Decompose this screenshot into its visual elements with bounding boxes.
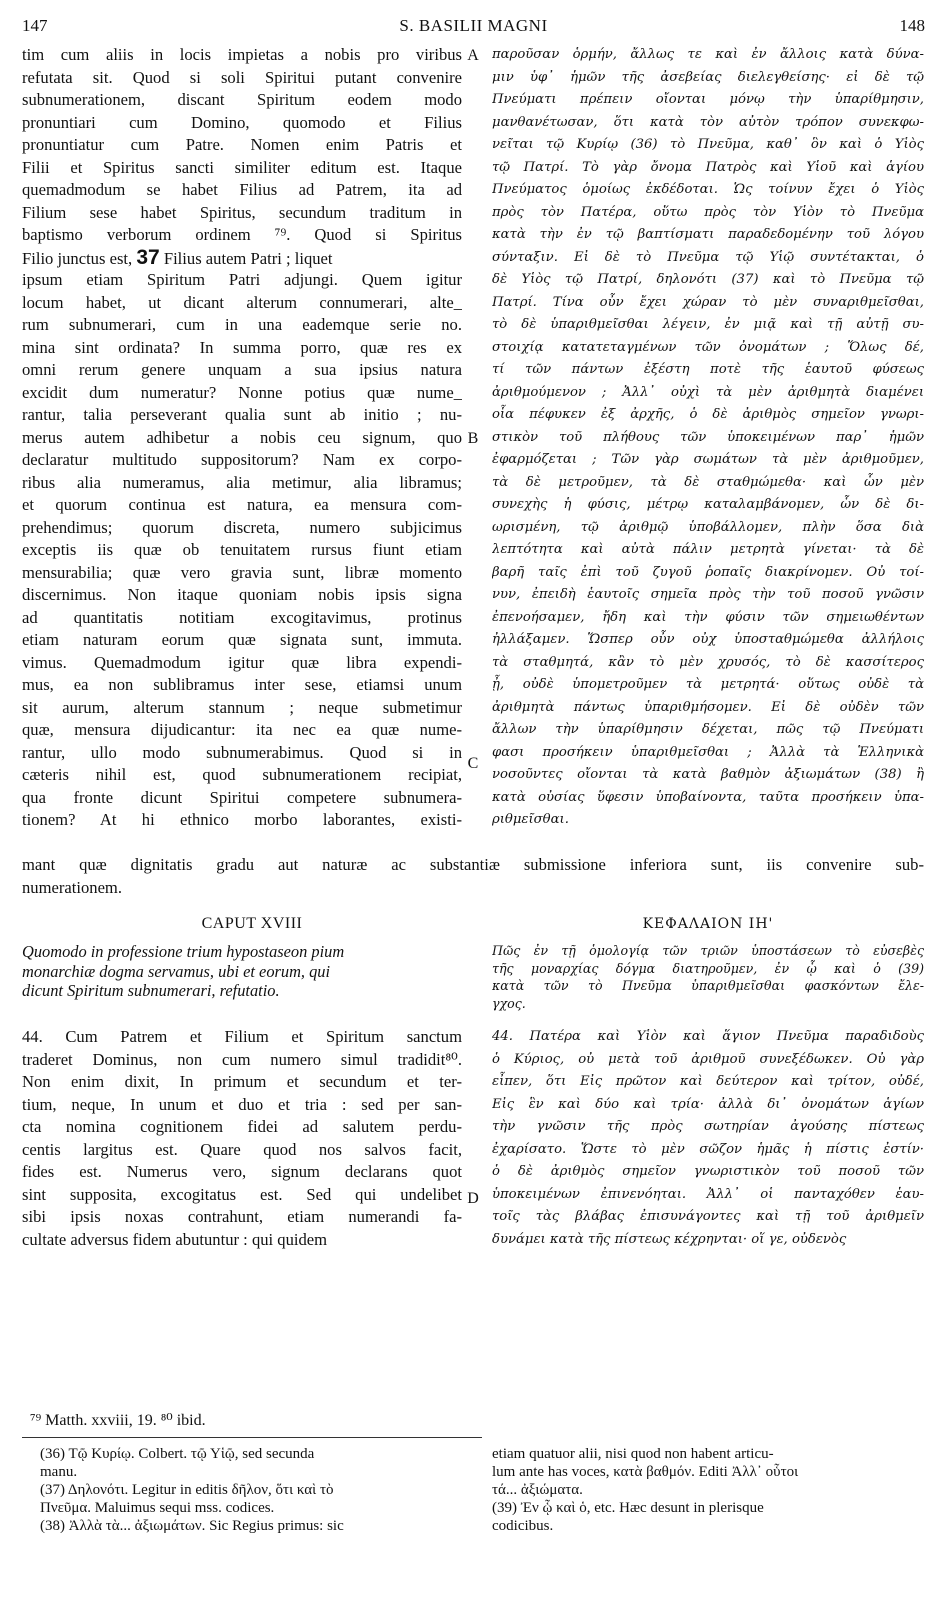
chapter-summary-latin	[22, 942, 482, 1001]
note-line: (36) Τῷ Κυρίῳ. Colbert. τῷ Υἱῷ, sed secunda	[40, 1446, 315, 1462]
text-line: οἷα πέφυκεν ἐξ ἀρχῆς, ὁ δὲ ἀριθμὸς σημεῖον γνωρι-	[492, 407, 924, 422]
text-line: ὑποκειμένων ἐπινενόηται. Ἀλλ᾽ οἱ πανταχόθεν ἑαυ-	[492, 1186, 924, 1202]
column-number: 37	[136, 246, 160, 269]
text-line: νοσοῦντες οἴονται τὰ κατὰ βαθμὸν ἀξιωμάτων (38) ἢ	[492, 767, 924, 782]
text-line: στικὸν τοῦ πλήθους τῶν ὑποκειμένων παρ᾽ ἡμῶν	[492, 429, 924, 445]
summary-line: γχος.	[492, 995, 526, 1011]
text-line: prehendimus; quorum discreta, numero subjicimus	[22, 517, 462, 537]
scripture-footnotes: ⁷⁹ Matth. xxviii, 19. ⁸⁰ ibid.	[30, 1412, 206, 1429]
critical-notes-left	[40, 1445, 480, 1535]
text-line: ωρισμένη, τῷ ἀριθμῷ ὑποβάλλομεν, πλὴν ὅσα διὰ	[492, 519, 924, 535]
text-line: pronuntiari cum Domino, quomodo et Filius	[22, 112, 462, 132]
text-line: traderet Dominus, non cum numero simul tradidit⁸⁰.	[22, 1049, 462, 1069]
text-line: Πνεύματι πρέπειν οἴονται μόνῳ τὴν ὑπαρίθμησιν,	[492, 92, 924, 107]
text-line: Πατρί. Τίνα οὖν ἔχει χώραν τὸ μὲν συναριθμεῖσθαι,	[492, 294, 924, 310]
text-line: τὴν γνῶσιν τῆς πρὸς σωτηρίαν ἀγούσης πίστεως	[492, 1119, 924, 1134]
section-marker-a: A	[467, 47, 479, 64]
text-line: centis largitus est. Quare quod nos salvos facit,	[22, 1139, 462, 1159]
section-marker-c: C	[467, 755, 479, 772]
text-line: ἐπενοήσαμεν, ἤδη καὶ τὴν φύσιν τῶν σημειωθέντων	[492, 609, 924, 625]
caput-heading-latin: CAPUT XVIII	[201, 915, 303, 932]
text-line: πρὸς τὸν Πατέρα, οὕτω πρὸς τὸν Υἱὸν τὸ Πνεῦμα	[492, 204, 924, 220]
text-line: mensurabilia; quæ vero gravia sunt, libræ momento	[22, 562, 462, 582]
text-line: τὸ δὲ ὑπαριθμεῖσθαι λέγειν, ἐν μιᾷ καὶ τῇ αὐτῇ συ-	[492, 317, 924, 332]
text-line: sibi ipsis noxas contrahunt, etiam numerandi fa-	[22, 1207, 462, 1226]
caput-heading-greek: ΚΕΦΑΛΑΙΟΝ ΙΗ'	[642, 916, 774, 932]
text-line: ipsum etiam Spiritum Patri adjungi. Quem igitur	[22, 270, 462, 289]
text-line: declaratur multitudo suppositorum? Nam ex corpo-	[22, 450, 462, 469]
text-line: 44. Cum Patrem et Filium et Spiritum sanctum	[22, 1027, 462, 1046]
text-line: sit aurum, alterum stannum ; neque submetimur	[22, 697, 462, 717]
text-line: merus autem adhibetur a nobis ceu signum, quo	[22, 427, 462, 447]
text-line: τοῖς τὰς βλάβας ἐπισυνάγοντες καὶ τῇ τοῦ ἀριθμεῖν	[492, 1209, 924, 1224]
greek-paragraph-44	[492, 1026, 924, 1251]
text-line: etiam naturam eorum quæ signata sunt, immuta.	[22, 630, 462, 649]
latin-column-top	[22, 44, 462, 832]
text-line: cultate adversus fidem abutuntur : qui quidem	[22, 1229, 328, 1249]
text-line: Εἰς ἓν καὶ δύο καὶ τρία· ἀλλὰ δι᾽ ὀνομάτων ἁγίων	[492, 1096, 924, 1112]
text-line: τῷ Πατρί. Τὸ γὰρ ὄνομα Πατρὸς καὶ Υἱοῦ καὶ ἁγίου	[492, 159, 924, 175]
text-line: μιν ὑφ᾽ ἡμῶν τῆς ἀσεβείας διελεγθείσης· εἰ δὲ τῷ	[492, 69, 924, 85]
text-line: ἐφαρμόζεται ; Τῶν γὰρ σωμάτων τὰ μὲν ἀριθμοῦμεν,	[492, 452, 924, 467]
text-line: τὰ σταθμητά, κἂν τὸ μὲν χρυσός, τὸ δὲ κασσίτερος	[492, 654, 924, 670]
summary-line: dicunt Spiritum subnumerari, refutatio.	[22, 981, 280, 1000]
page-number-left: 147	[22, 16, 48, 35]
text-line: Filii et Spiritus sancti similiter editum est. Itaque	[22, 157, 462, 177]
chapter-summary-greek	[492, 942, 924, 1012]
text-line: discernimus. Non itaque quoniam nobis ipsis signa	[22, 585, 462, 604]
note-line: (37) Δηλονότι. Legitur in editis δῆλον, ὅτι καὶ τὸ	[40, 1482, 334, 1498]
text-line: mant quæ dignitatis gradu aut naturæ ac substantiæ submissione inferiora sunt, iis convenire sub-	[22, 855, 924, 874]
text-line: ἄλλων τὴν ὑπαρίθμησιν δέχεται, πῶς τῷ Πνεύματι	[492, 722, 924, 737]
summary-line: monarchiæ dogma servamus, ubi et eorum, qui	[22, 961, 331, 981]
text-line: Filium sese habet Spiritus, secundum traditum in	[22, 202, 462, 222]
text-line: βαρῆ ταῖς ἐπὶ τοῦ ζυγοῦ ῥοπαῖς διακρίνομεν. Οὐ τοί-	[492, 564, 924, 580]
text-line: tionem? At hi ethnico morbo laborantes, existi-	[22, 810, 462, 829]
text-line: ἀριθμούμενον ; Ἀλλ᾽ οὐχὶ τὰ μὲν ἀριθμητὰ διαμένει	[492, 384, 924, 400]
text-line: numerationem.	[22, 877, 122, 897]
text-line: fides est. Numerus vero, signum declarans quot	[22, 1162, 462, 1181]
text-line: νεῖται τῷ Κυρίῳ (36) τὸ Πνεῦμα, καθ᾽ ὃν καὶ ὁ Υἱὸς	[492, 137, 924, 152]
running-title: S. BASILII MAGNI	[399, 16, 548, 35]
text-line: ἀριθμητὰ πάντως ὑπαριθμήσομεν. Εἰ δὲ οὐδὲν τῶν	[492, 699, 924, 715]
summary-line: Quomodo in professione trium hypostaseon pium	[22, 942, 345, 961]
section-marker-d: D	[467, 1190, 479, 1207]
text-line: συνεχὴς ἡ φύσις, μέτρῳ καταλαμβάνομεν, ὧν δὲ δι-	[492, 497, 924, 512]
text-line: tium, neque, In unum et duo et tria : sed per san-	[22, 1094, 462, 1114]
text-line: κατὰ οὐσίας ὕφεσιν ὑποβαίνοντα, ταῦτα προσήκειν ὑπα-	[492, 789, 924, 805]
text-line: δὲ Υἱὸς τῷ Πατρί, δηλονότι (37) καὶ τὸ Πνεῦμα τῷ	[492, 272, 924, 287]
page-number-right: 148	[899, 16, 925, 35]
text-line: εἶπεν, ὅτι Εἰς πρῶτον καὶ δεύτερον καὶ τρίτον, οὐδέ,	[492, 1074, 924, 1089]
text-line: τί τῶν πάντων ἐξέστη ποτὲ τῆς ἑαυτοῦ φύσεως	[492, 362, 924, 377]
text-line: subnumerationem, discant Spiritum eodem modo	[22, 90, 462, 109]
text-line: mina sint ordinata? In summa porro, quæ res ex	[22, 337, 462, 357]
text-line: cæteris nihil est, quod subnumerationem recipiat,	[22, 765, 462, 784]
text-line: ᾖ, οὐδὲ ὑπομετροῦμεν τὰ μετρητά· οὕτως οὐδὲ τὰ	[492, 677, 924, 692]
note-line: lum ante has voces, κατὰ βαθμόν. Editi Ἀλλ᾽ οὗτοι	[492, 1464, 799, 1480]
text-line: rantur, talia perseverant qualia sunt ab initio ; nu-	[22, 405, 462, 424]
text-line: Πνεύματος ὁμοίως ἐκδέδοται. Ὡς τοίνυν ἔχει ὁ Υἱὸς	[492, 182, 924, 197]
text-line: rum subnumerari, cum in una eademque serie no.	[22, 315, 462, 334]
note-line: etiam quatuor alii, nisi quod non habent articu-	[492, 1446, 774, 1462]
text-line: νυν, ἐπειδὴ ἑαυτοῖς σημεῖα πρὸς τὴν τοῦ ποσοῦ γνῶσιν	[492, 587, 924, 602]
text-line: sint supposita, excogitatus est. Sed qui undelibet	[22, 1184, 462, 1204]
note-line: (39) Ἐν ᾧ καὶ ὁ, etc. Hæc desunt in plerisque	[492, 1500, 764, 1516]
text-fragment: Filius autem Patri ; liquet	[159, 248, 333, 268]
note-line: τά... ἀξιώματα.	[492, 1482, 583, 1498]
running-header	[22, 16, 925, 36]
text-line: ribus alia numeramus, alia metimur, alia libramus;	[22, 472, 462, 492]
text-line: στοιχίᾳ κατατεταγμένων τῶν ὀνομάτων ; Ὅλως δέ,	[492, 339, 924, 355]
text-line: excidit dum numeratur? Nonne potius quæ nume_	[22, 382, 462, 402]
text-line: rantur, ullo modo subnumerabimus. Quod si in	[22, 742, 462, 762]
text-line: δυνάμει κατὰ τῆς πίστεως κέχρηνται· οἵ γε, οὐδενὸς	[492, 1231, 847, 1247]
text-line: 44. Πατέρα καὶ Υἱὸν καὶ ἅγιον Πνεῦμα παραδιδοὺς	[492, 1029, 924, 1044]
greek-column-top	[492, 44, 924, 832]
text-line: qua fronte dicunt Spiritui competere subnumera-	[22, 787, 462, 807]
text-line: τὰ δὲ μετροῦμεν, τὰ δὲ σταθμώμεθα· καὶ ὧν μὲν	[492, 474, 924, 490]
text-line: κατὰ τὴν ἐν τῷ βαπτίσματι παραδεδομένην τοῦ λόγου	[492, 227, 924, 242]
text-line	[22, 247, 462, 270]
text-line: exceptis iis quæ ob tenuitatem rursus fiunt etiam	[22, 540, 462, 559]
text-line: tim cum aliis in locis impietas a nobis pro viribus	[22, 45, 462, 64]
note-line: codicibus.	[492, 1518, 554, 1534]
text-line: pronuntiatur cum Patre. Nomen enim Patris et	[22, 135, 462, 154]
text-line: ὁ Κύριος, οὐ μετὰ τοῦ ἀριθμοῦ συνεξέδωκεν. Οὐ γὰρ	[492, 1051, 924, 1067]
text-line: ad quantitatis notitiam excogitavimus, protinus	[22, 607, 462, 627]
note-line: manu.	[40, 1464, 78, 1480]
text-line: Non enim dixit, In primum et secundum et ter-	[22, 1072, 462, 1091]
text-line: refutata sit. Quod si soli Spiritui putant convenire	[22, 67, 462, 87]
footnote-rule	[22, 1437, 482, 1438]
note-line: (38) Ἀλλὰ τὰ... ἀξιωμάτων. Sic Regius primus: sic	[40, 1518, 344, 1534]
text-line: παροῦσαν ὁρμήν, ἄλλως τε καὶ ἐν ἄλλοις κατὰ δύνα-	[492, 47, 924, 62]
text-line: ὁ δὲ ἀριθμὸς σημεῖον γνωριστικὸν τοῦ ποσοῦ τῶν	[492, 1164, 924, 1179]
text-line: φασι προσήκειν ὑπαριθμεῖσθαι ; Ἀλλὰ τὰ Ἑλληνικὰ	[492, 744, 924, 760]
text-line: baptismo verborum ordinem ⁷⁹. Quod si Spiritus	[22, 225, 462, 244]
critical-notes-right	[492, 1445, 924, 1535]
text-line: cta nomina cognitionem fidei ad salutem perdu-	[22, 1117, 462, 1136]
summary-line: Πῶς ἐν τῇ ὁμολογίᾳ τῶν τριῶν ὑποστάσεων τὸ εὐσεβὲς	[492, 943, 924, 958]
text-line: quæ, mensura dijudicantur: ita nec ea quæ nume-	[22, 720, 462, 739]
full-width-continuation	[22, 854, 924, 899]
summary-line: κατὰ τῶν τὸ Πνεῦμα ὑπαριθμεῖσθαι φασκόντων ἔλε-	[492, 978, 924, 993]
text-line: locum habet, ut dicant alterum connumerari, alte_	[22, 292, 462, 312]
text-line: ριθμεῖσθαι.	[492, 812, 569, 827]
text-line: ἠλλάξαμεν. Ὥσπερ οὖν οὐχ ὑποσταθμώμεθα ἀλλήλοις	[492, 632, 924, 647]
latin-paragraph-44	[22, 1026, 462, 1251]
section-marker-b: B	[467, 430, 479, 447]
text-fragment: Filio junctus est,	[22, 248, 137, 268]
text-line: et quorum continua est natura, ea mensura com-	[22, 495, 462, 514]
text-line: omni rerum genere unquam a sua ipsius natura	[22, 360, 462, 379]
text-line: σύνταξιν. Εἰ δὲ τὸ Πνεῦμα τῷ Υἱῷ συντέτακται, ὁ	[492, 249, 924, 265]
text-line: mus, ea non sublibramus inter sese, etiamsi unum	[22, 675, 462, 694]
summary-line: τῆς μοναρχίας δόγμα διατηροῦμεν, ἐν ᾧ καὶ ὁ (39)	[492, 960, 924, 976]
text-line: μανθανέτωσαν, ὅτι κατὰ τὸν αὐτὸν τρόπον συνεκφω-	[492, 114, 924, 130]
text-line: vimus. Quemadmodum igitur quæ libra expendi-	[22, 652, 462, 672]
text-line: λεπτότητα καὶ αὐτὰ πάλιν μετρητὰ γίνεται· τὰ δὲ	[492, 542, 924, 557]
text-line: ἐχαρίσατο. Ὥστε τὸ μὲν σῶζον ἡμᾶς ἡ πίστις ἐστίν·	[492, 1141, 924, 1157]
note-line: Πνεῦμα. Maluimus sequi mss. codices.	[40, 1500, 275, 1516]
text-line: quemadmodum se habet Filius ad Patrem, ita ad	[22, 180, 462, 199]
